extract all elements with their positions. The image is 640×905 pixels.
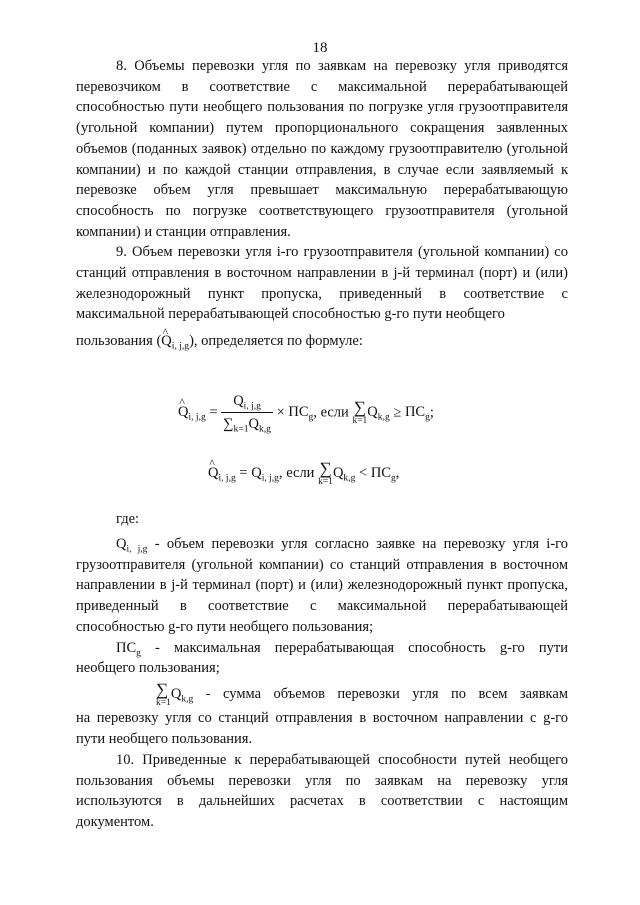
formula-1-times: × <box>276 404 285 421</box>
formula-1-ps: $ПС_g$ <box>288 404 314 423</box>
paragraph-10: 10. Приведенные к перерабатывающей способности путей необщего пользования объемы перевозки угля по заявкам на перевозку угля используются в дальнейших расчетах в соответствии с настоящим документом. <box>76 751 568 830</box>
paragraph-9-line-2 <box>76 331 568 352</box>
formula-2-q: $Q_{i, j,g}$ <box>251 465 279 484</box>
definition-ps-symbol: $ПС_g$ <box>116 639 141 658</box>
fraction-denominator: $\sum_{k=1}Q_{k,g}$ <box>223 416 271 435</box>
formula-1-ps-rhs: $ПС_g$ <box>404 404 430 423</box>
formula-2-qkg: $Q_{k,g}$ <box>332 465 356 484</box>
definition-sum-symbol: ∑ k=1 <box>156 679 171 708</box>
definition-q-symbol: $Q_{i, j,g}$ <box>116 536 148 555</box>
paragraph-9-before-symbol: пользования ( <box>76 333 162 350</box>
definition-sum-q: $Q_{k,g}$ <box>170 686 194 705</box>
definition-sum-text-1: сумма объемов перевозки угля по всем заявкам <box>223 686 568 702</box>
definition-sum-continued: на перевозку угля со станций отправления в восточном направлении с g-го пути необщего пользования. <box>76 710 568 748</box>
paragraph-8: 8. Объемы перевозки угля по заявкам на перевозку угля приводятся перевозчиком в соответствие с максимальной перерабатывающей способностью пути необщего пользования по погрузке угля грузоотправителя (угольной компании) путем пропорционального сокращения заявленных объемов (поданных заявок) отдельно по каждому грузоотправителю (угольной компании) и по каждой станции отправления, в случае если заявляемый к перевозке объем угля превышает максимальную перерабатывающую способность по погрузке соответствующего грузоотправителя (угольной компании) и станции отправления. <box>76 58 568 240</box>
symbol-q-hat: ^ $Q_{i, j,g}$ <box>161 333 189 349</box>
definition-sum: ∑ k=1 $Q_{k,g}$ - сумма объемов перевозки угля по всем заявкам <box>76 681 568 709</box>
definition-q: $Q_{i, j,g}$ - объем перевозки угля согласно заявке на перевозку угля i-го грузоотправителя (угольной компании) со станций отправления в восточном направлении в j-й терминал (порт) и (или) железнодорожный пункт пропуска, приведенный в соответствие с максимальной перерабатывающей способностью g-го пути необщего пользования; <box>76 536 568 635</box>
text-block-top <box>76 56 568 352</box>
formula-1-lhs: ^ $Q_{i, j,g}$ <box>178 404 206 420</box>
formula-2 <box>208 460 399 488</box>
definition-q-text: объем перевозки угля согласно заявке на перевозку угля i-го грузоотправителя (угольной компании) со станций отправления в восточном направлении в j-й терминал (порт) и (или) железнодорожный пункт пропуска, приведенный в соответствие с максимальной перерабатывающей способностью g-го пути необщего пользования; <box>76 536 568 635</box>
paragraph-9: 9. Объем перевозки угля i-го грузоотправителя (угольной компании) со станций отправления в восточном направлении в j-й терминал (порт) и (или) железнодорожный пункт пропуска, приведенный в соответствие с максимальной перерабатывающей способностью g-го пути необщего <box>76 244 568 323</box>
formula-1-geq: ≥ <box>393 404 402 421</box>
page-number: 18 <box>312 40 328 56</box>
formula-2-eq: = <box>239 465 248 482</box>
formula-2-comma: , <box>395 465 400 482</box>
formula-2-lhs: ^ $Q_{i, j,g}$ <box>208 465 236 481</box>
text-block-bottom <box>76 534 568 833</box>
definition-ps-text: максимальная перерабатывающая способность g-го пути необщего пользования; <box>76 639 568 677</box>
formula-1-sum: ∑ k=1 <box>352 398 368 427</box>
formula-1-eq: = <box>209 404 218 421</box>
formula-2-lt: < <box>359 465 368 482</box>
formula-1-fraction <box>221 393 273 433</box>
formula-2-ps: $ПС_g$ <box>370 465 396 484</box>
formula-1-qkg: $Q_{k,g}$ <box>367 404 390 423</box>
paragraph-9-after-symbol: ), определяется по формуле: <box>189 333 363 350</box>
where-label: где: <box>116 511 140 527</box>
formula-2-sum: ∑ k=1 <box>318 459 333 487</box>
definition-ps: $ПС_g$ - максимальная перерабатывающая способность g-го пути необщего пользования; <box>76 639 568 677</box>
formula-2-esli: , если <box>278 465 315 482</box>
fraction-numerator: $Q_{i, j,g}$ <box>221 393 273 413</box>
formula-1-esli: , если <box>313 404 349 421</box>
formula-1 <box>178 393 434 433</box>
formula-1-semicolon: ; <box>429 404 434 421</box>
